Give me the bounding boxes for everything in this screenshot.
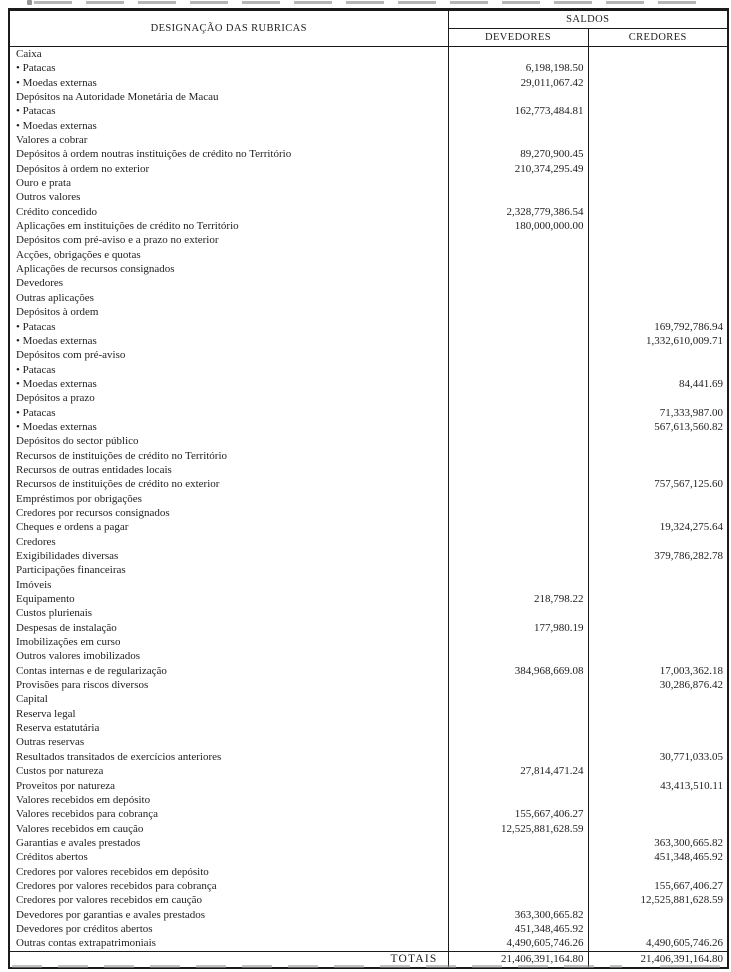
table-row	[9, 492, 728, 506]
row-devedores-value: 27,814,471.24	[520, 765, 584, 778]
row-devedores-value	[448, 176, 588, 190]
row-devedores-value	[448, 635, 588, 649]
row-label: Devedores por créditos abertos	[9, 922, 448, 936]
row-credores-value	[588, 563, 728, 577]
totals-credores-value: 21,406,391,164.80	[588, 951, 728, 968]
row-label: Aplicações em instituições de crédito no Território	[9, 219, 448, 233]
table-row	[9, 778, 728, 792]
row-credores-value: 757,567,125.60	[588, 477, 728, 491]
row-label: • Patacas	[9, 363, 448, 377]
row-label: Capital	[9, 692, 448, 706]
table-row	[9, 922, 728, 936]
row-devedores-value	[448, 406, 588, 420]
table-row	[9, 592, 728, 606]
row-credores-value	[588, 276, 728, 290]
row-label: Valores recebidos em depósito	[9, 793, 448, 807]
row-devedores-value	[448, 463, 588, 477]
table-row	[9, 434, 728, 448]
row-devedores-value	[448, 850, 588, 864]
row-devedores-value	[448, 879, 588, 893]
row-devedores-value	[448, 750, 588, 764]
row-label: Contas internas e de regularização	[9, 664, 448, 678]
row-devedores-value	[448, 678, 588, 692]
row-credores-value	[588, 219, 728, 233]
row-devedores-value	[448, 434, 588, 448]
row-devedores-value	[448, 291, 588, 305]
row-devedores-value	[448, 506, 588, 520]
row-credores-value	[588, 621, 728, 635]
row-label: Crédito concedido	[9, 205, 448, 219]
row-label: Exigibilidades diversas	[9, 549, 448, 563]
table-row	[9, 879, 728, 893]
row-credores-value	[588, 391, 728, 405]
row-devedores-value	[448, 377, 588, 391]
row-label: Credores	[9, 535, 448, 549]
row-label: Depósitos do sector público	[9, 434, 448, 448]
row-devedores-value: 89,270,900.45	[520, 148, 584, 161]
row-label: Recursos de instituições de crédito no exterior	[9, 477, 448, 491]
row-label: Outras reservas	[9, 735, 448, 749]
row-credores-value	[588, 305, 728, 319]
table-row	[9, 692, 728, 706]
table-row	[9, 893, 728, 907]
row-devedores-value	[448, 606, 588, 620]
row-devedores-value	[448, 248, 588, 262]
row-label: Depósitos na Autoridade Monetária de Macau	[9, 90, 448, 104]
row-devedores-value	[448, 865, 588, 879]
table-row	[9, 865, 728, 879]
table-row	[9, 678, 728, 692]
row-label: Despesas de instalação	[9, 621, 448, 635]
row-devedores-value	[448, 334, 588, 348]
table-row	[9, 305, 728, 319]
row-devedores-value	[448, 520, 588, 534]
row-credores-value	[588, 649, 728, 663]
row-credores-value	[588, 822, 728, 836]
row-devedores-value: 29,011,067.42	[520, 76, 584, 89]
row-label: • Patacas	[9, 406, 448, 420]
scan-artifact-top-line	[34, 1, 710, 4]
row-credores-value	[588, 434, 728, 448]
table-row	[9, 377, 728, 391]
row-devedores-value	[448, 319, 588, 333]
row-label: • Moedas externas	[9, 334, 448, 348]
row-label: Ouro e prata	[9, 176, 448, 190]
row-credores-value	[588, 248, 728, 262]
row-devedores-value	[448, 477, 588, 491]
row-label: • Moedas externas	[9, 76, 448, 90]
row-devedores-value	[448, 535, 588, 549]
row-label: Custos plurienais	[9, 606, 448, 620]
row-devedores-value	[448, 47, 588, 62]
row-devedores-value	[448, 649, 588, 663]
row-credores-value	[588, 922, 728, 936]
table-row	[9, 363, 728, 377]
table-row	[9, 463, 728, 477]
table-row	[9, 621, 728, 635]
row-devedores-value	[448, 893, 588, 907]
table-row	[9, 764, 728, 778]
table-row	[9, 520, 728, 534]
row-credores-value: 363,300,665.82	[588, 836, 728, 850]
table-row	[9, 391, 728, 405]
row-devedores-value	[448, 276, 588, 290]
table-header	[9, 10, 728, 47]
table-row	[9, 248, 728, 262]
row-credores-value	[588, 90, 728, 104]
row-credores-value	[588, 61, 728, 75]
row-label: Devedores por garantias e avales prestados	[9, 908, 448, 922]
row-credores-value: 155,667,406.27	[588, 879, 728, 893]
scan-artifact-mark	[27, 0, 32, 5]
row-credores-value	[588, 190, 728, 204]
row-devedores-value	[448, 305, 588, 319]
row-credores-value	[588, 793, 728, 807]
row-devedores-value	[448, 233, 588, 247]
row-label: Créditos abertos	[9, 850, 448, 864]
column-header-designacao: DESIGNAÇÃO DAS RUBRICAS	[9, 10, 448, 47]
scan-artifact-bottom-line	[12, 965, 622, 968]
table-row	[9, 147, 728, 161]
table-row	[9, 908, 728, 922]
row-label: Depósitos com pré-aviso	[9, 348, 448, 362]
row-label: Recursos de outras entidades locais	[9, 463, 448, 477]
row-credores-value	[588, 578, 728, 592]
row-label: Provisões para riscos diversos	[9, 678, 448, 692]
row-label: Credores por valores recebidos para cobrança	[9, 879, 448, 893]
table-row	[9, 721, 728, 735]
row-devedores-value: 177,980.19	[534, 621, 584, 634]
row-devedores-value	[448, 707, 588, 721]
table-row	[9, 276, 728, 290]
row-label: Equipamento	[9, 592, 448, 606]
row-label: Reserva estatutária	[9, 721, 448, 735]
table-row	[9, 535, 728, 549]
row-label: Cheques e ordens a pagar	[9, 520, 448, 534]
row-credores-value	[588, 449, 728, 463]
row-credores-value	[588, 721, 728, 735]
table-row	[9, 664, 728, 678]
row-devedores-value	[448, 721, 588, 735]
table-row	[9, 291, 728, 305]
row-credores-value: 43,413,510.11	[588, 778, 728, 792]
row-credores-value	[588, 104, 728, 118]
table-row	[9, 822, 728, 836]
row-label: Depósitos com pré-aviso e a prazo no exterior	[9, 233, 448, 247]
table-row	[9, 477, 728, 491]
table-row	[9, 162, 728, 176]
row-devedores-value: 180,000,000.00	[514, 220, 584, 233]
row-credores-value: 19,324,275.64	[588, 520, 728, 534]
row-devedores-value	[448, 692, 588, 706]
table-row	[9, 205, 728, 219]
table-row	[9, 449, 728, 463]
totals-devedores-value: 21,406,391,164.80	[448, 951, 588, 968]
row-credores-value	[588, 363, 728, 377]
row-label: • Patacas	[9, 319, 448, 333]
row-credores-value	[588, 291, 728, 305]
table-row	[9, 334, 728, 348]
row-credores-value: 451,348,465.92	[588, 850, 728, 864]
table-row	[9, 420, 728, 434]
row-devedores-value: 155,667,406.27	[514, 808, 584, 821]
table-row	[9, 233, 728, 247]
table-row	[9, 119, 728, 133]
row-devedores-value	[448, 793, 588, 807]
row-devedores-value	[448, 262, 588, 276]
row-devedores-value	[448, 578, 588, 592]
row-credores-value: 12,525,881,628.59	[588, 893, 728, 907]
row-label: Custos por natureza	[9, 764, 448, 778]
row-credores-value	[588, 735, 728, 749]
column-header-devedores: DEVEDORES	[448, 29, 588, 47]
row-label: • Moedas externas	[9, 119, 448, 133]
row-credores-value	[588, 233, 728, 247]
row-devedores-value: 12,525,881,628.59	[501, 822, 584, 835]
row-credores-value	[588, 205, 728, 219]
row-credores-value	[588, 707, 728, 721]
table-row	[9, 90, 728, 104]
row-credores-value	[588, 147, 728, 161]
table-row	[9, 61, 728, 75]
table-row	[9, 406, 728, 420]
row-credores-value	[588, 535, 728, 549]
row-credores-value	[588, 908, 728, 922]
row-devedores-value	[448, 778, 588, 792]
row-label: Depósitos a prazo	[9, 391, 448, 405]
row-credores-value	[588, 592, 728, 606]
table-row	[9, 635, 728, 649]
row-credores-value: 1,332,610,009.71	[588, 334, 728, 348]
row-credores-value	[588, 262, 728, 276]
row-credores-value: 17,003,362.18	[588, 664, 728, 678]
row-devedores-value	[448, 119, 588, 133]
row-label: Imóveis	[9, 578, 448, 592]
row-devedores-value: 210,374,295.49	[514, 162, 584, 175]
row-credores-value	[588, 162, 728, 176]
table-row	[9, 348, 728, 362]
table-row	[9, 936, 728, 951]
row-credores-value: 567,613,560.82	[588, 420, 728, 434]
row-label: Depósitos à ordem no exterior	[9, 162, 448, 176]
table-row	[9, 219, 728, 233]
row-credores-value: 4,490,605,746.26	[588, 936, 728, 951]
row-label: Credores por valores recebidos em depósito	[9, 865, 448, 879]
row-credores-value	[588, 176, 728, 190]
row-credores-value: 30,771,033.05	[588, 750, 728, 764]
row-credores-value	[588, 606, 728, 620]
row-credores-value	[588, 76, 728, 90]
row-label: Garantias e avales prestados	[9, 836, 448, 850]
row-devedores-value	[448, 190, 588, 204]
row-credores-value: 30,286,876.42	[588, 678, 728, 692]
row-label: Depósitos à ordem noutras instituições de crédito no Território	[9, 147, 448, 161]
row-devedores-value	[448, 90, 588, 104]
totals-label: TOTAIS	[9, 951, 448, 968]
row-credores-value	[588, 692, 728, 706]
table-row	[9, 793, 728, 807]
row-devedores-value	[448, 348, 588, 362]
table-row	[9, 850, 728, 864]
row-devedores-value	[448, 391, 588, 405]
row-label: Participações financeiras	[9, 563, 448, 577]
table-row	[9, 190, 728, 204]
row-devedores-value: 384,968,669.08	[514, 664, 584, 677]
row-devedores-value	[448, 420, 588, 434]
row-label: • Moedas externas	[9, 420, 448, 434]
row-label: Aplicações de recursos consignados	[9, 262, 448, 276]
row-credores-value	[588, 133, 728, 147]
table-row	[9, 735, 728, 749]
table-row	[9, 319, 728, 333]
table-row	[9, 707, 728, 721]
row-devedores-value	[448, 133, 588, 147]
row-devedores-value: 2,328,779,386.54	[506, 205, 584, 218]
row-label: Recursos de instituições de crédito no Território	[9, 449, 448, 463]
row-label: Empréstimos por obrigações	[9, 492, 448, 506]
table-row	[9, 563, 728, 577]
row-label: Reserva legal	[9, 707, 448, 721]
row-credores-value	[588, 506, 728, 520]
row-devedores-value	[448, 363, 588, 377]
row-credores-value	[588, 807, 728, 821]
row-label: Resultados transitados de exercícios anteriores	[9, 750, 448, 764]
row-label: Acções, obrigações e quotas	[9, 248, 448, 262]
row-label: Caixa	[9, 47, 448, 62]
row-credores-value: 71,333,987.00	[588, 406, 728, 420]
row-credores-value	[588, 119, 728, 133]
row-credores-value	[588, 635, 728, 649]
table-row	[9, 807, 728, 821]
table-row	[9, 133, 728, 147]
row-credores-value	[588, 865, 728, 879]
row-credores-value: 169,792,786.94	[588, 319, 728, 333]
row-credores-value	[588, 764, 728, 778]
row-devedores-value: 6,198,198.50	[525, 62, 584, 75]
balance-table	[8, 8, 729, 969]
row-devedores-value: 451,348,465.92	[514, 922, 584, 935]
row-label: Valores recebidos para cobrança	[9, 807, 448, 821]
table-row	[9, 649, 728, 663]
row-label: Devedores	[9, 276, 448, 290]
row-credores-value	[588, 463, 728, 477]
row-devedores-value	[448, 563, 588, 577]
table-row	[9, 578, 728, 592]
row-label: Credores por valores recebidos em caução	[9, 893, 448, 907]
table-row	[9, 836, 728, 850]
table-row	[9, 606, 728, 620]
row-label: Outros valores imobilizados	[9, 649, 448, 663]
row-label: Valores a cobrar	[9, 133, 448, 147]
row-label: Credores por recursos consignados	[9, 506, 448, 520]
table-row	[9, 262, 728, 276]
row-label: Outras aplicações	[9, 291, 448, 305]
table-row	[9, 76, 728, 90]
row-devedores-value: 218,798.22	[534, 593, 584, 606]
table-row	[9, 47, 728, 62]
column-header-saldos: SALDOS	[448, 10, 728, 29]
scan-artifact-bottom-right-line	[660, 965, 720, 968]
row-label: Valores recebidos em caução	[9, 822, 448, 836]
row-devedores-value	[448, 492, 588, 506]
row-label: Depósitos à ordem	[9, 305, 448, 319]
table-row	[9, 750, 728, 764]
table-row	[9, 176, 728, 190]
table-row	[9, 506, 728, 520]
row-credores-value: 379,786,282.78	[588, 549, 728, 563]
table-row	[9, 104, 728, 118]
row-devedores-value	[448, 735, 588, 749]
row-devedores-value	[448, 449, 588, 463]
row-devedores-value: 4,490,605,746.26	[506, 937, 584, 950]
row-label: • Patacas	[9, 104, 448, 118]
column-header-credores: CREDORES	[588, 29, 728, 47]
row-devedores-value: 363,300,665.82	[514, 908, 584, 921]
row-label: • Moedas externas	[9, 377, 448, 391]
row-label: Outros valores	[9, 190, 448, 204]
row-label: • Patacas	[9, 61, 448, 75]
row-label: Imobilizações em curso	[9, 635, 448, 649]
row-devedores-value	[448, 836, 588, 850]
row-label: Outras contas extrapatrimoniais	[9, 936, 448, 951]
row-label: Proveitos por natureza	[9, 778, 448, 792]
table-row	[9, 549, 728, 563]
row-credores-value	[588, 47, 728, 62]
row-credores-value: 84,441.69	[588, 377, 728, 391]
row-credores-value	[588, 492, 728, 506]
row-devedores-value: 162,773,484.81	[514, 105, 584, 118]
row-devedores-value	[448, 549, 588, 563]
row-credores-value	[588, 348, 728, 362]
table-body	[9, 47, 728, 952]
